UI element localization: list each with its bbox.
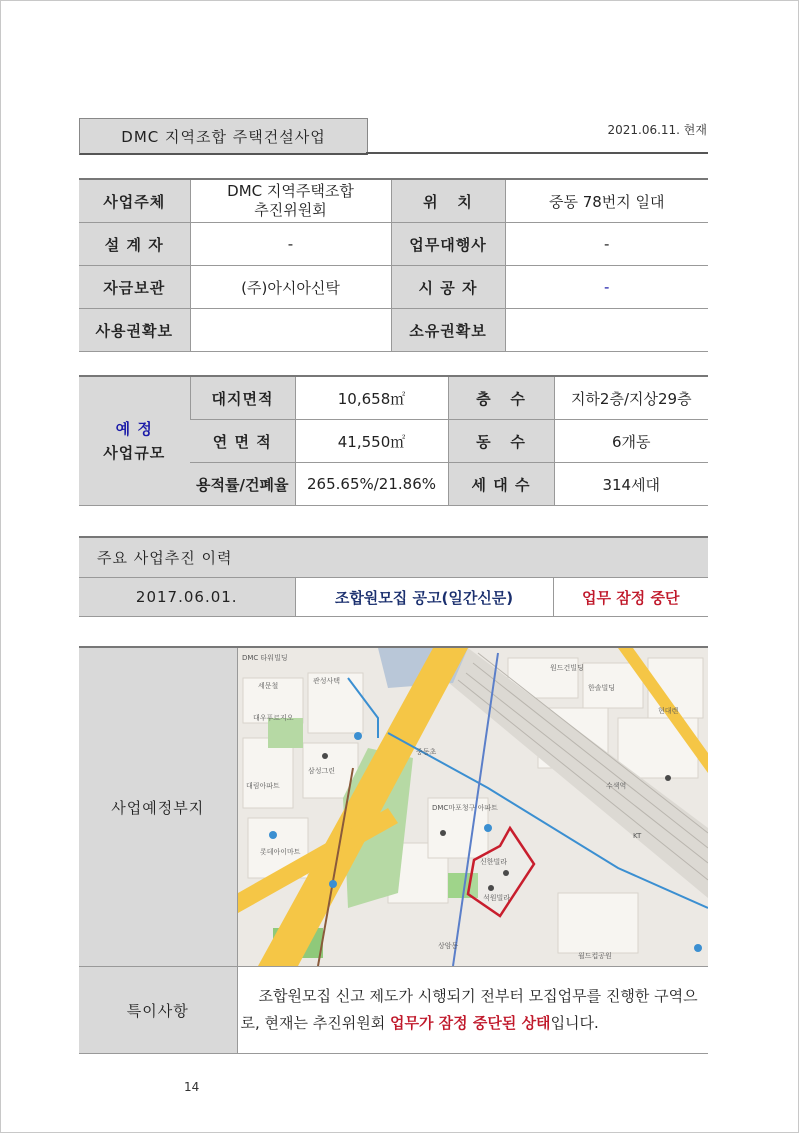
remarks-label: 특이사항 <box>79 967 237 1054</box>
map-label-jungdong: 중동초 <box>415 748 436 756</box>
bus-icon <box>269 831 277 839</box>
map-label-hyundai: 현대렌 <box>657 707 678 715</box>
map-label-daewoo: 대우푸르지오 <box>252 714 294 722</box>
scale-group-label <box>79 376 190 506</box>
site-map-svg <box>238 648 708 966</box>
entity-value-line1: DMC 지역주택조합 <box>227 182 354 200</box>
ownership-value <box>505 309 708 352</box>
ratio-value: 265.65%/21.86% <box>295 463 448 506</box>
remarks-text <box>237 967 708 1054</box>
gross-area-label: 연 면 적 <box>190 420 295 463</box>
scale-table <box>79 375 708 506</box>
ownership-label: 소유권확보 <box>391 309 505 352</box>
bus-icon <box>484 824 492 832</box>
site-label: 사업예정부지 <box>79 647 237 967</box>
builder-label: 시 공 자 <box>391 266 505 309</box>
site-area-label: 대지면적 <box>190 376 295 420</box>
bus-icon <box>694 944 702 952</box>
ratio-label: 용적률/건폐율 <box>190 463 295 506</box>
map-label-samsung: 삼성그린 <box>307 767 335 775</box>
title-rule <box>366 152 708 154</box>
builder-value: - <box>505 266 708 309</box>
map-label-parking: 세문철 <box>257 682 278 690</box>
overview-table <box>79 178 708 352</box>
history-status: 업무 잠정 중단 <box>553 578 708 617</box>
map-label-station: 수색역 <box>605 782 626 790</box>
households-label: 세 대 수 <box>448 463 554 506</box>
households-value: 314세대 <box>554 463 708 506</box>
designer-label: 설 계 자 <box>79 223 190 266</box>
site-map <box>238 648 708 966</box>
buildings-value: 6개동 <box>554 420 708 463</box>
map-label-lotte: 롯데아이마트 <box>259 848 301 856</box>
map-label-shinhan: 신한빌라 <box>479 858 507 866</box>
block <box>243 738 293 808</box>
poi-dot <box>503 870 509 876</box>
floors-label: 층 수 <box>448 376 554 420</box>
site-area-value: 10,658㎡ <box>295 376 448 420</box>
site-table <box>79 646 708 1054</box>
page-title: DMC 지역조합 주택건설사업 <box>79 118 368 155</box>
history-date: 2017.06.01. <box>79 578 295 617</box>
map-label-won: 원드건빌딩 <box>549 664 584 672</box>
scale-group-line2: 사업규모 <box>103 444 166 462</box>
remarks-text-part1: 조합원모집 신고 제도가 시행되기 전부터 모집업무를 진행한 구역으로, 현재는 추진위원회 <box>240 987 698 1032</box>
history-table <box>79 536 708 617</box>
report-date: 2021.06.11. 현재 <box>607 123 707 137</box>
map-label-park: 월드컵공원 <box>577 952 612 960</box>
remarks-text-part2: 입니다. <box>550 1014 599 1032</box>
gross-area-value: 41,550㎡ <box>295 420 448 463</box>
poi-dot <box>665 775 671 781</box>
entity-value-line2: 추진위원회 <box>254 201 327 219</box>
funds-value: (주)아시아신탁 <box>190 266 391 309</box>
location-value: 중동 78번지 일대 <box>505 179 708 223</box>
poi-dot <box>488 885 494 891</box>
poi-dot <box>440 830 446 836</box>
location-label: 위 치 <box>391 179 505 223</box>
map-label-hansol: 한솔빌딩 <box>587 684 615 692</box>
scale-group-line1: 예 정 <box>115 420 153 438</box>
map-label-daelim: 대림아파트 <box>245 782 280 790</box>
map-label-dmc-apt: DMC마포청구 아파트 <box>431 804 498 812</box>
history-event: 조합원모집 공고(일간신문) <box>295 578 553 617</box>
buildings-label: 동 수 <box>448 420 554 463</box>
funds-label: 자금보관 <box>79 266 190 309</box>
map-label-sangam: 상암동 <box>437 942 458 950</box>
poi-dot <box>322 753 328 759</box>
use-right-value <box>190 309 391 352</box>
green-area <box>268 718 303 748</box>
designer-value: - <box>190 223 391 266</box>
page-number: 14 <box>184 1080 200 1094</box>
block <box>558 893 638 953</box>
map-label-sukwon: 석원빌라 <box>482 894 510 902</box>
agency-label: 업무대행사 <box>391 223 505 266</box>
map-label-dmc: DMC 타워빌딩 <box>241 654 288 662</box>
map-label-hanyang: 관성사택 <box>312 677 340 685</box>
floors-value: 지하2층/지상29층 <box>554 376 708 420</box>
remarks-highlight: 업무가 잠정 중단된 상태 <box>389 1014 551 1032</box>
history-title: 주요 사업추진 이력 <box>79 537 708 578</box>
entity-label: 사업주체 <box>79 179 190 223</box>
entity-value <box>190 179 391 223</box>
site-map-cell <box>237 647 708 967</box>
bus-icon <box>329 880 337 888</box>
bus-icon <box>354 732 362 740</box>
agency-value: - <box>505 223 708 266</box>
use-right-label: 사용권확보 <box>79 309 190 352</box>
map-label-kt: KT <box>632 832 641 840</box>
